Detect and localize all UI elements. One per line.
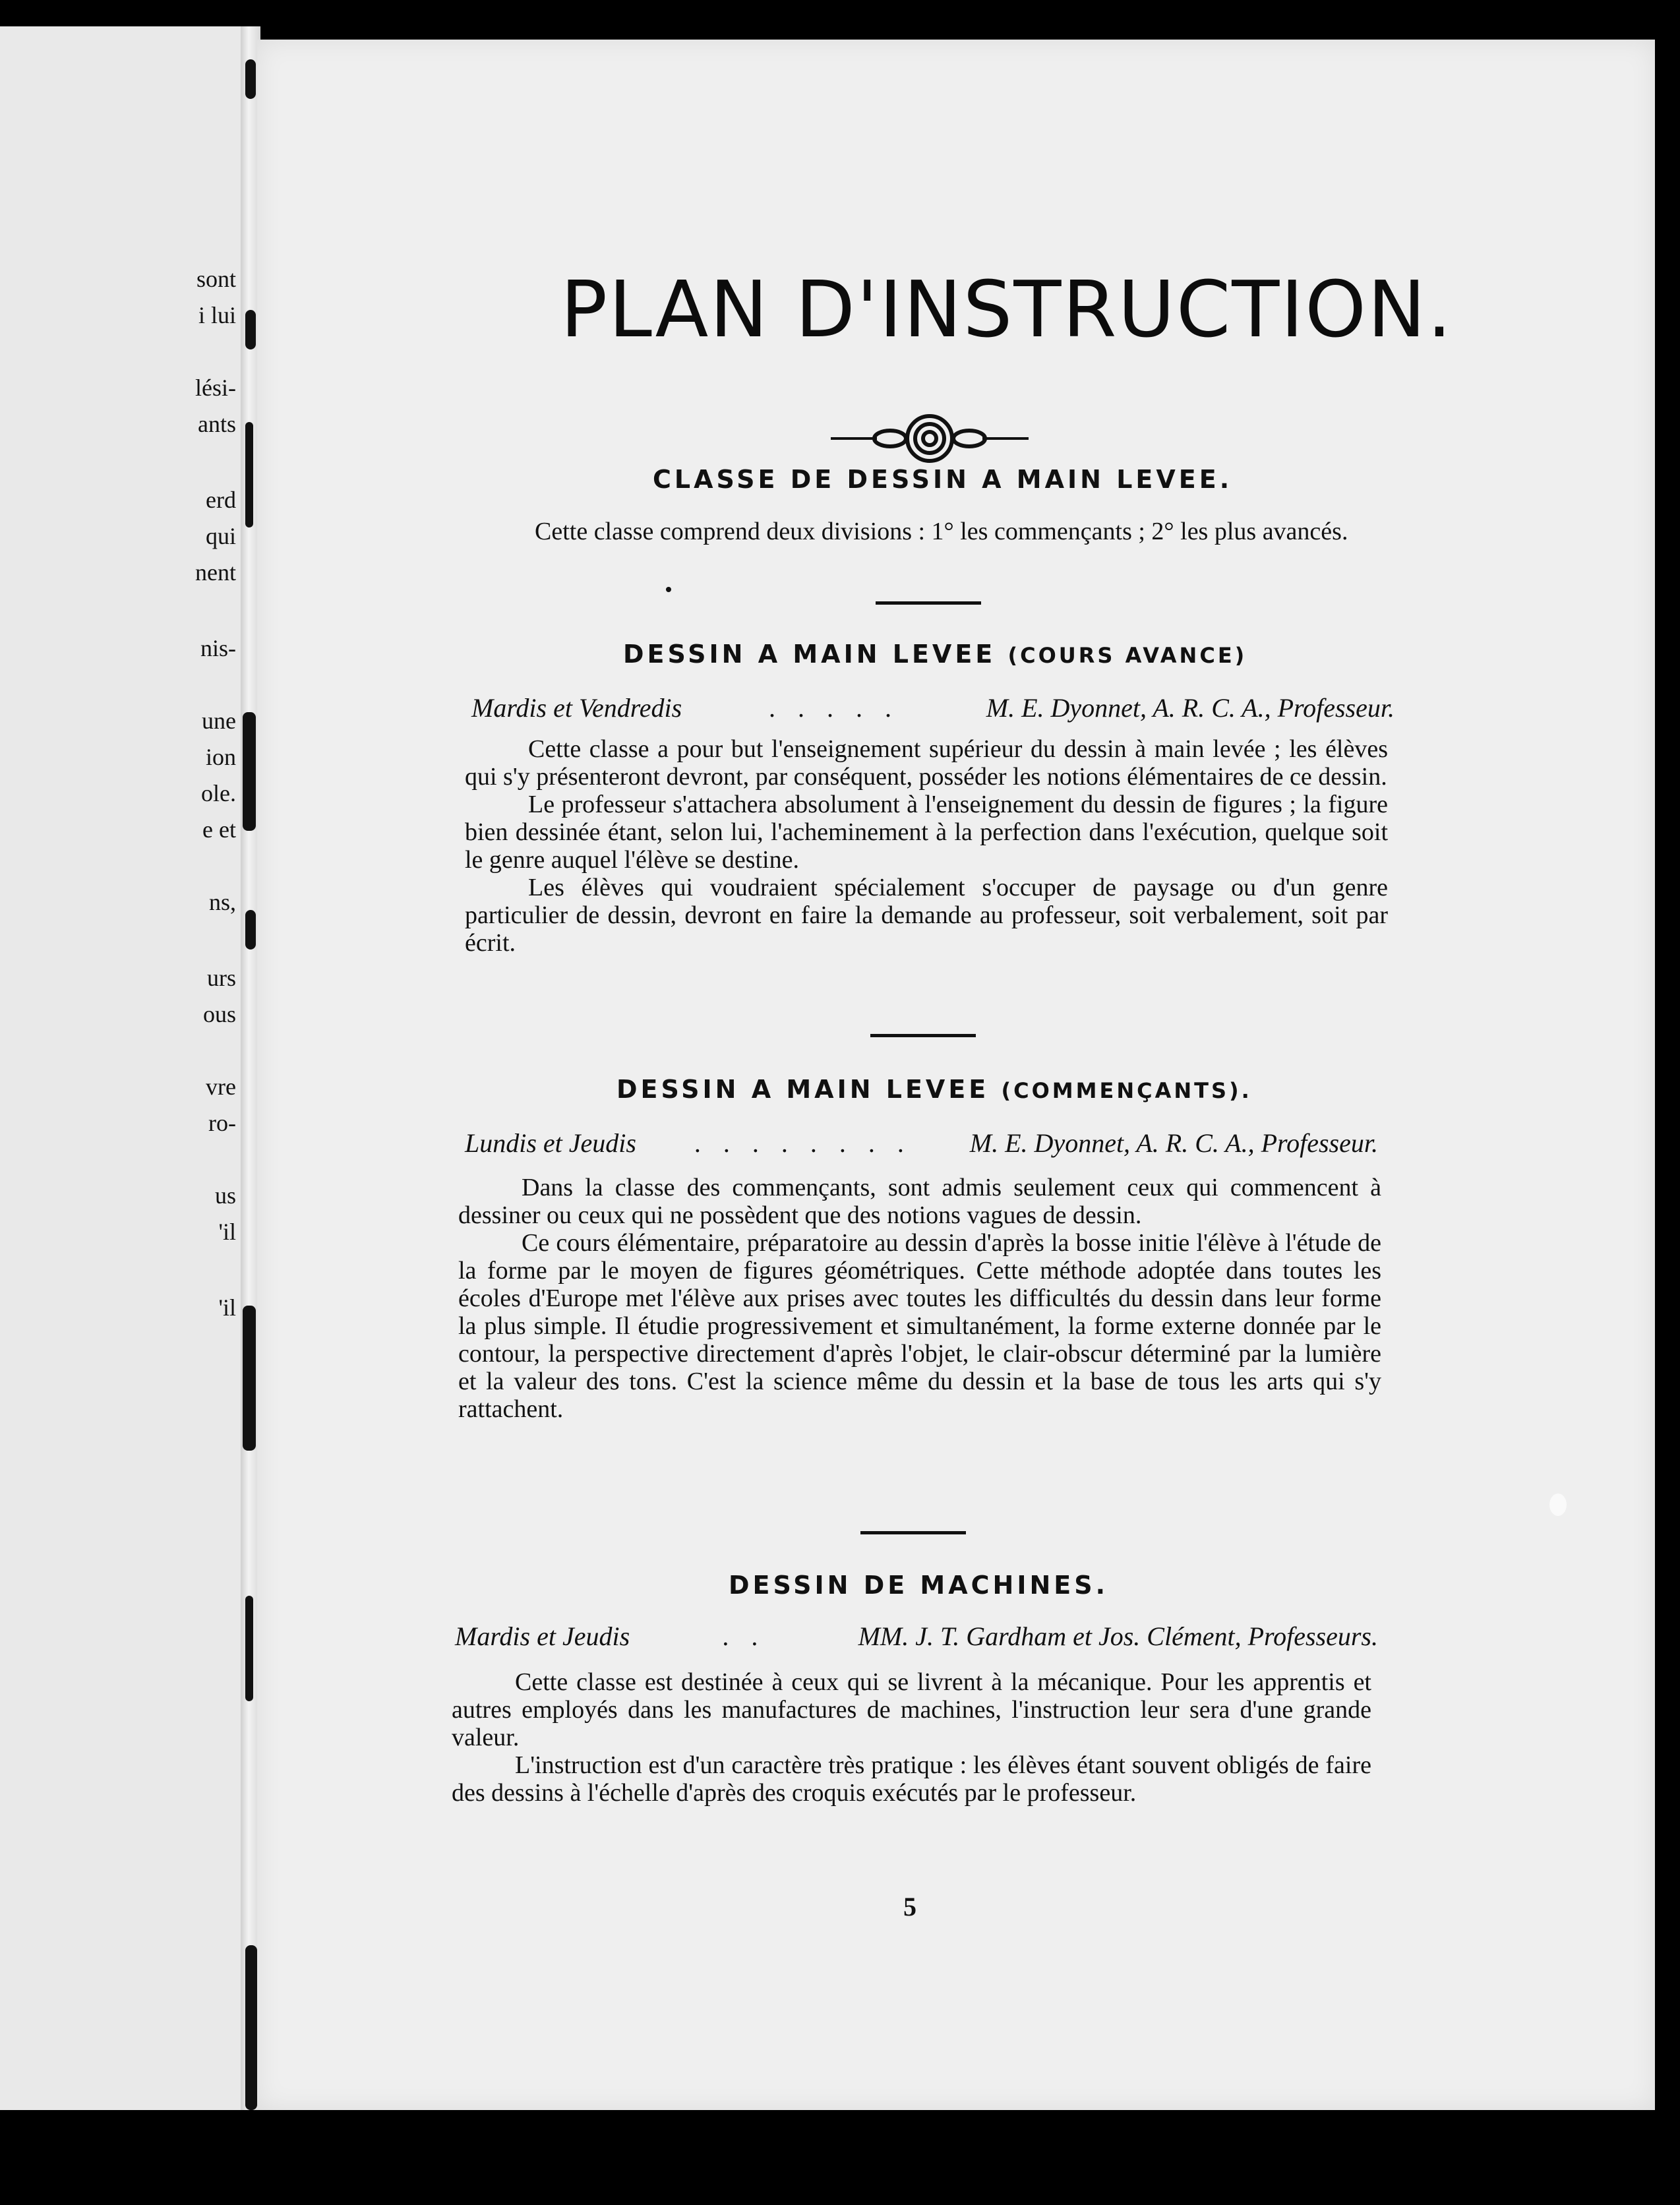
schedule-teacher: M. E. Dyonnet, A. R. C. A., Professeur. xyxy=(986,693,1395,723)
margin-fragment: i lui xyxy=(198,302,236,328)
paragraph: Ce cours élémentaire, préparatoire au dessin d'après la bosse initie l'élève à l'étude de la forme par le moyen de figures géométriques. Cette méthode adoptée dans toutes les écoles d'Europe met l'élève aux prises avec toutes les difficultés du dessin dans leur forme la plus simple. Il étudie progressivement et simultanément, la forme externe donnée par le contour, la perspective directement d'après l'objet, le clair-obscur déterminé par la lumière et la valeur des tons. C'est la science même du dessin et la base de tous les arts qui s'y rattachent. xyxy=(458,1229,1381,1423)
margin-fragment: us xyxy=(214,1182,236,1209)
section-divider xyxy=(870,1034,976,1037)
paper-spot xyxy=(1549,1494,1567,1516)
page-title: PLAN D'INSTRUCTION. xyxy=(560,264,1453,355)
stitch-mark xyxy=(243,1306,256,1451)
class-schedule xyxy=(465,1128,1378,1159)
section-heading-suffix: (COURS AVANCE) xyxy=(1007,643,1247,668)
section-body xyxy=(465,735,1388,957)
class-schedule xyxy=(455,1621,1378,1652)
document-page xyxy=(257,40,1655,2110)
schedule-dots: . . xyxy=(722,1621,766,1651)
stitch-mark xyxy=(245,910,256,950)
section-divider xyxy=(876,601,981,605)
margin-fragment: lési- xyxy=(195,375,236,401)
stitch-mark xyxy=(245,1596,253,1701)
stitch-mark xyxy=(245,422,253,528)
section-heading: CLASSE DE DESSIN A MAIN LEVEE. xyxy=(653,465,1233,494)
paragraph: Cette classe a pour but l'enseignement supérieur du dessin à main levée ; les élèves qui s'y présenteront devront, par conséquent, posséder les notions élémentaires de ce dessin. xyxy=(465,735,1388,791)
paragraph: Cette classe comprend deux divisions : 1° les commençants ; 2° les plus avancés. xyxy=(535,518,1348,545)
section-body xyxy=(471,518,1395,545)
schedule-dots: . . . . . . . . xyxy=(694,1128,912,1158)
section-heading-suffix: (COMMENÇANTS). xyxy=(1001,1078,1252,1103)
class-schedule xyxy=(471,692,1395,723)
stitch-mark xyxy=(243,712,256,831)
margin-fragment: qui xyxy=(205,523,236,549)
schedule-dots: . . . . . xyxy=(769,693,899,723)
paragraph: Le professeur s'attachera absolument à l'enseignement du dessin de figures ; la figure bien dessinée étant, selon lui, l'acheminement à la perfection dans l'exécution, quelque soit le genre auquel l'élève se destine. xyxy=(465,791,1388,874)
margin-fragment: ole. xyxy=(201,780,236,806)
section-body xyxy=(452,1668,1371,1807)
schedule-days: Mardis et Jeudis xyxy=(455,1621,630,1651)
stitch-mark xyxy=(245,59,256,99)
section-heading xyxy=(616,1075,1252,1104)
section-heading xyxy=(623,640,1247,669)
margin-fragment: urs xyxy=(207,965,236,991)
schedule-days: Lundis et Jeudis xyxy=(465,1128,636,1158)
section-heading-main: DESSIN A MAIN LEVEE xyxy=(623,640,996,669)
margin-fragment: e et xyxy=(202,816,236,843)
stitch-mark xyxy=(245,310,256,349)
margin-fragment: ion xyxy=(205,744,236,770)
schedule-teacher: M. E. Dyonnet, A. R. C. A., Professeur. xyxy=(969,1128,1378,1158)
paragraph: Dans la classe des commençants, sont admis seulement ceux qui commencent à dessiner ou ceux qui ne possèdent que des notions vagues de dessin. xyxy=(458,1174,1381,1229)
schedule-teacher: MM. J. T. Gardham et Jos. Clément, Professeurs. xyxy=(858,1621,1378,1651)
margin-fragment: une xyxy=(202,708,236,734)
margin-fragment: ants xyxy=(198,411,236,437)
margin-fragment: nent xyxy=(195,559,236,586)
margin-fragment: nis- xyxy=(200,635,236,661)
paragraph: Les élèves qui voudraient spécialement s'occuper de paysage ou d'un genre particulier de dessin, devront en faire la demande au professeur, soit verbalement, soit par écrit. xyxy=(465,874,1388,957)
ink-speck xyxy=(666,587,671,592)
section-heading: DESSIN DE MACHINES. xyxy=(729,1571,1109,1600)
margin-fragment: ro- xyxy=(208,1110,236,1136)
section-divider xyxy=(860,1531,966,1534)
margin-fragment: 'il xyxy=(218,1219,236,1245)
margin-fragment: ns, xyxy=(208,889,236,915)
section-body xyxy=(458,1174,1381,1423)
paragraph: Cette classe est destinée à ceux qui se livrent à la mécanique. Pour les apprentis et autres employés dans les manufactures de machines, l'instruction leur sera d'une grande valeur. xyxy=(452,1668,1371,1751)
page-number: 5 xyxy=(903,1892,916,1921)
margin-fragment: vre xyxy=(206,1073,236,1100)
section-heading-main: DESSIN A MAIN LEVEE xyxy=(616,1075,990,1104)
schedule-days: Mardis et Vendredis xyxy=(471,693,682,723)
margin-fragment: ous xyxy=(202,1001,236,1027)
left-facing-page xyxy=(0,26,251,2110)
margin-fragment: sont xyxy=(196,266,236,292)
margin-fragment: erd xyxy=(206,487,236,513)
margin-fragment: 'il xyxy=(218,1294,236,1321)
paragraph: L'instruction est d'un caractère très pratique : les élèves étant souvent obligés de faire des dessins à l'échelle d'après des croquis exécutés par le professeur. xyxy=(452,1751,1371,1807)
scroll-ornament-icon xyxy=(831,409,1029,468)
stitch-mark xyxy=(245,1945,257,2110)
